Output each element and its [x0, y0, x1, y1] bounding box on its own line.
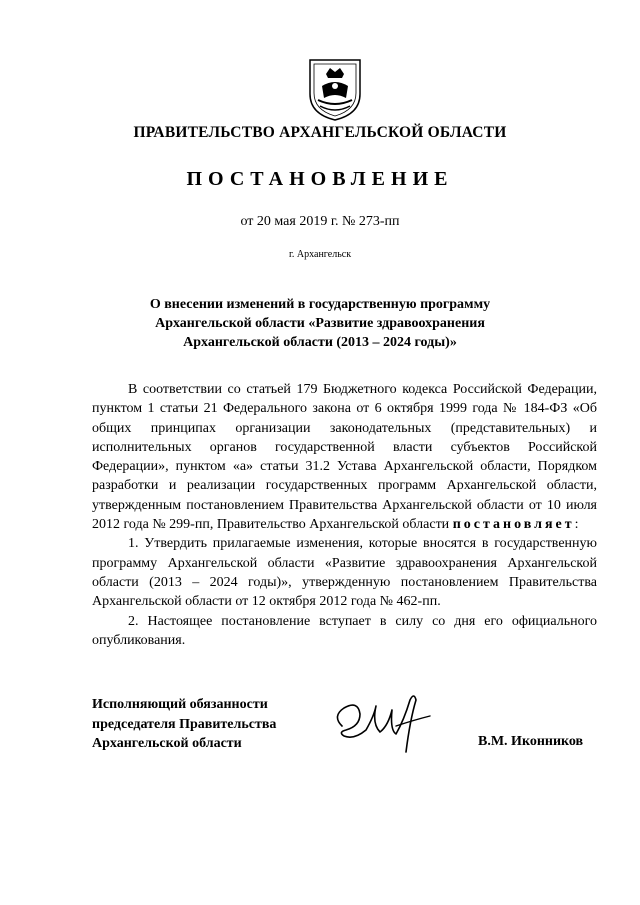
decree-colon: :: [574, 517, 579, 533]
signatory-position: [92, 695, 276, 754]
organization-name: ПРАВИТЕЛЬСТВО АРХАНГЕЛЬСКОЙ ОБЛАСТИ: [133, 124, 507, 141]
handwritten-signature: [330, 686, 440, 756]
position-line-1: Исполняющий обязанности: [92, 697, 268, 712]
coat-of-arms-icon: [300, 56, 370, 122]
position-line-3: Архангельской области: [92, 736, 242, 751]
decree-word: постановляет: [452, 517, 575, 533]
document-body: [92, 380, 597, 650]
item-1-paragraph: 1. Утвердить прилагаемые изменения, которые вносятся в государственную программу Архангельской области «Развитие здравоохранения Архангельской области (2013 – 2024 годы)», утвержденную постановлением Правительства Архангельской области от 12 октября 2012 года № 462-пп.: [92, 536, 597, 610]
item-2-paragraph: 2. Настоящее постановление вступает в силу со дня его официального опубликования.: [92, 613, 597, 648]
signatory-name: В.М. Иконников: [478, 734, 584, 749]
document-city: г. Архангельск: [288, 249, 352, 260]
preamble-text: В соответствии со статьей 179 Бюджетного кодекса Российской Федерации, пунктом 1 статьи 21 Федерального закона от 6 октября 1999 года № 184-ФЗ «Об общих принципах организации законодательных (представительных) и исполнительных органов государственной власти субъектов Российской Федерации», пунктом «а» статьи 31.2 Устава Архангельской области, Порядком разработки и реализации государственных программ Архангельской области, утвержденным постановлением Правительства Архангельской области от 10 июля 2012 года № 299-пп, Правительство Архангельской области: [92, 382, 597, 533]
document-type: ПОСТАНОВЛЕНИЕ: [186, 168, 454, 190]
title-line-1: О внесении изменений в государственную программу: [149, 297, 491, 312]
document-date-number: от 20 мая 2019 г. № 273-пп: [240, 214, 400, 229]
preamble-paragraph: [92, 380, 597, 534]
title-line-3: Архангельской области (2013 – 2024 годы)»: [183, 335, 457, 350]
title-line-2: Архангельской области «Развитие здравоохранения: [155, 316, 485, 331]
position-line-2: председателя Правительства: [92, 716, 277, 732]
document-title: [0, 295, 640, 352]
